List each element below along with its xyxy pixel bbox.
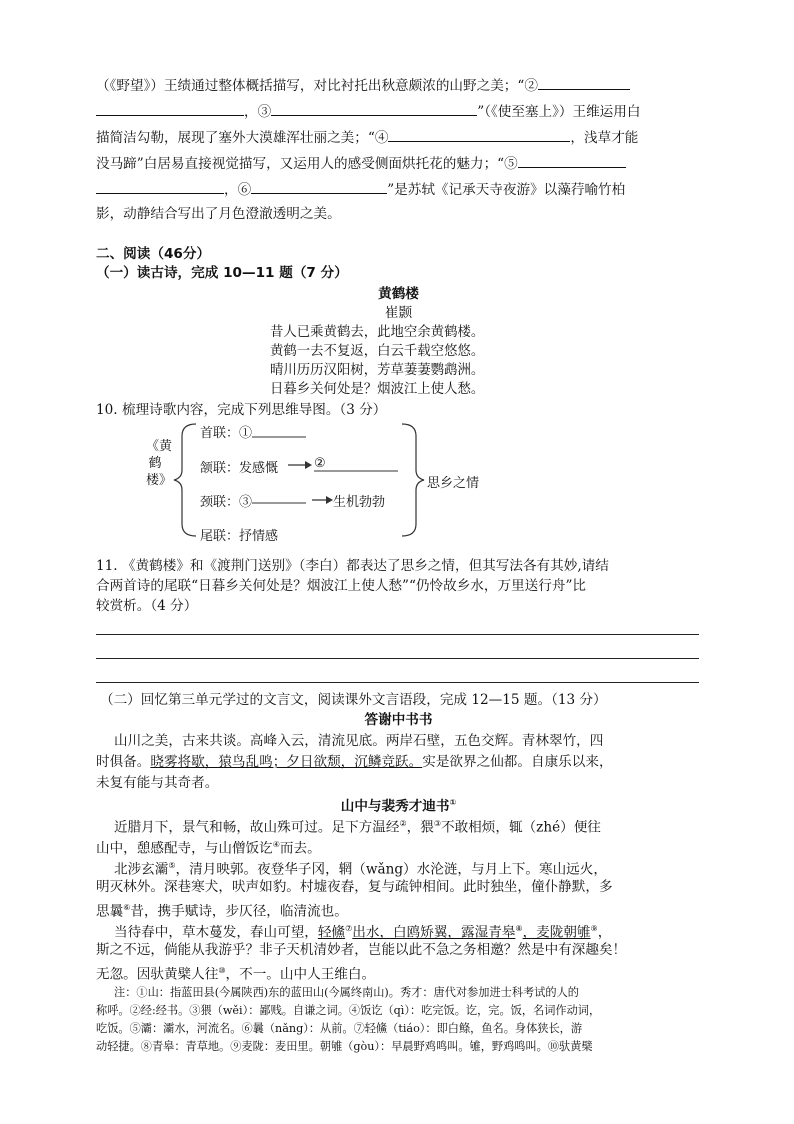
- text-span: 近腊月下，景气和畅，故山殊可过。足下方温经: [114, 819, 400, 836]
- footnote-mark: ⑥: [123, 903, 131, 912]
- text-span: 昔，携手赋诗，步仄径，临清流也。: [130, 903, 348, 920]
- footnote-mark: ⑧: [515, 924, 523, 933]
- answer-line[interactable]: [96, 682, 699, 683]
- poem-line: 日暮乡关何处是？烟波江上使人愁。: [270, 382, 485, 397]
- row-number: ①: [239, 426, 253, 441]
- note-line-4: 动轻捷。⑧青皋：青草地。⑨麦陇：麦田里。朝雊（gòu）：早晨野鸡鸣叫。雊，野鸡鸣叫。⑩驮黄檗: [96, 1040, 593, 1053]
- text2-p3-line-2: 斯之不远，倘能从我游乎？非子天机清妙者，岂能以此不急之务相邀？然是中有深趣矣！: [96, 942, 627, 958]
- text-span: ，不一。山中人王维白。: [225, 966, 376, 983]
- text-span: 山中，憩感配寺，与山僧饭讫: [96, 840, 273, 857]
- text1-line-3: 未复有能与其奇者。: [96, 775, 219, 791]
- text-span: 而去。: [279, 840, 321, 857]
- footnote-mark: ④: [272, 840, 280, 849]
- footnote-mark: ①: [449, 798, 457, 807]
- title-text: 山中与裴秀才迪书: [340, 798, 450, 815]
- row-label: 颔联：发感慨: [200, 461, 279, 476]
- blank-6[interactable]: [251, 178, 387, 194]
- mind-map-row-2: [200, 457, 278, 476]
- text-span: 时俱备。: [96, 754, 151, 770]
- fill-text: ，③: [244, 104, 272, 120]
- mind-map-row-2-num: ②: [314, 456, 326, 471]
- footnote-mark: ②: [399, 819, 407, 828]
- note-line-3: 吃饭。⑤灞：灞水，河流名。⑥曩（nǎng）：从前。⑦轻鯈（tiáo）：即白鲦，鱼名。身体狭长，游: [96, 1022, 583, 1035]
- answer-line[interactable]: [96, 658, 699, 659]
- poem-line: 黄鹤一去不复返，白云千载空悠悠。: [270, 344, 485, 359]
- text-span: 实是欲界之仙都。自康乐以来，: [422, 754, 613, 770]
- text1-line-2: [96, 752, 701, 772]
- text2-p1-line-1: [114, 814, 719, 838]
- blank-5b[interactable]: [96, 178, 224, 194]
- fill-text: 影，动静结合写出了月色澄澈透明之美。: [96, 206, 341, 222]
- poem-title: 黄鹤楼: [378, 286, 419, 302]
- blank-2b[interactable]: [96, 100, 244, 116]
- blank-4[interactable]: [388, 126, 570, 142]
- mind-map-row-1: [200, 422, 252, 441]
- fill-line-3: [96, 126, 701, 148]
- text2-p2-line-2: 明灭林外。深巷寒犬，吠声如豹。村墟夜舂，复与疏钟相间。此时独坐，僮仆静默，多: [96, 879, 613, 895]
- footnote-mark: ⑦: [345, 924, 353, 933]
- question-11-line-2: 合两首诗的尾联“日暮乡关何处是？烟波江上使人愁”“仍怜故乡水，万里送行舟”比: [96, 578, 586, 594]
- fill-line-1: [96, 74, 701, 96]
- text-span: 当待春中，草木蔓发，春山可望，: [114, 924, 318, 941]
- fill-text: ，浅草才能: [570, 130, 639, 146]
- text-span: 无忽。因驮黄檗人往: [96, 966, 219, 983]
- section-heading: 二、阅读（46分）: [96, 246, 211, 262]
- text1-title: 答谢中书书: [364, 712, 433, 728]
- mind-map-row-4: 尾联：抒情感: [200, 529, 279, 544]
- poem-line: 晴川历历汉阳树，芳草萋萋鹦鹉洲。: [270, 363, 485, 378]
- footnote-mark: ⑩: [218, 966, 226, 975]
- note-line-2: 称呼。②经:经书。③猥（wěi）：鄙贱。自谦之词。④饭讫（qì）：吃完饭。讫，完。饭，名词作动词，: [96, 1004, 601, 1017]
- blank-3[interactable]: [271, 100, 477, 116]
- question-10: 10. 梳理诗歌内容，完成下列思维导图。（3 分）: [96, 402, 387, 418]
- text-span: 不敢相烦，辄（zhé）便往: [441, 819, 601, 836]
- fill-line-5: [96, 178, 701, 200]
- fill-text: 描简洁勾勒，展现了塞外大漠雄浑壮丽之美；“④: [96, 130, 389, 146]
- question-11-line-1: 11. 《黄鹤楼》和《渡荆门送别》（李白）都表达了思乡之情，但其写法各有其妙,请结: [96, 558, 609, 574]
- underlined-span: 出水，白鸥矫翼，露湿青皋: [352, 924, 516, 941]
- text-span: ，猥: [406, 819, 434, 836]
- row-number: ③: [239, 495, 253, 510]
- text-span: 北涉玄灞: [114, 861, 169, 878]
- blank-2[interactable]: [538, 74, 630, 90]
- footnote-mark: ③: [433, 819, 441, 828]
- subsection-heading-1: （一）读古诗，完成 10—11 题（7 分）: [96, 265, 348, 281]
- underlined-span: ，麦陇朝雊: [522, 924, 591, 941]
- fill-text: （《野望》）王绩通过整体概括描写，对比衬托出秋意颇浓的山野之美；“②: [96, 78, 538, 94]
- mind-map-right: 思乡之情: [427, 476, 480, 491]
- text1-line-1: 山川之美，古来共谈。高峰入云，清流见底。两岸石壁，五色交辉。青林翠竹，四: [114, 733, 604, 749]
- fill-text: ”（《使至塞上》）王维运用白: [477, 104, 641, 120]
- text2-title: [96, 793, 701, 817]
- text2-p3-line-1: 当待春中，草木蔓发，春山可望，轻鯈⑦出水，白鸥矫翼，露湿青皋⑧，麦陇朝雊⑨，: [114, 924, 612, 941]
- poem-line: 昔人已乘黄鹤去，此地空余黄鹤楼。: [270, 325, 485, 340]
- row-label: 首联：: [200, 426, 240, 441]
- text2-p2-line-1: [114, 856, 719, 880]
- row-label: 颈联：: [200, 495, 240, 510]
- text2-p2-line-3: [96, 898, 701, 922]
- text-span: 思曩: [96, 903, 124, 920]
- answer-line[interactable]: [96, 634, 699, 635]
- fill-text: ”是苏轼《记承天寺夜游》以藻荇喻竹柏: [387, 182, 626, 198]
- mind-map-lines: [140, 420, 440, 540]
- note-line-1: 注：①山：指蓝田县(今属陕西)东的蓝田山(今属终南山)。秀才：唐代对参加进士科考试的人的: [114, 986, 579, 999]
- poem-author: 崔颢: [384, 305, 413, 321]
- footnote-mark: ⑤: [168, 861, 176, 870]
- subsection-heading-2: （二）回忆第三单元学过的文言文，阅读课外文言语段，完成 12—15 题。（13 分）: [100, 692, 607, 708]
- fill-line-2: [96, 100, 701, 122]
- fill-line-6: [96, 204, 701, 224]
- blank-5[interactable]: [518, 152, 626, 168]
- mind-map-root: 《黄鹤楼》: [146, 439, 173, 488]
- text2-p3-line-3: [96, 961, 701, 985]
- footnote-mark: ⑨: [590, 924, 598, 933]
- text2-p1-line-2: [96, 835, 701, 859]
- fill-text: 没马蹄”白居易直接视觉描写，又运用人的感受侧面烘托花的魅力；“⑤: [96, 156, 518, 172]
- text-span: ，清月映郭。夜登华子冈，辋（wǎng）水沦涟，与月上下。寒山远火，: [175, 861, 607, 878]
- underlined-span: 轻鯈: [317, 924, 346, 941]
- mind-map-row-3-after: 生机勃勃: [333, 495, 386, 510]
- underlined-sentence: 晓雾将歇，猿鸟乱鸣；夕日欲颓，沉鳞竞跃。: [150, 754, 423, 770]
- question-11-line-3: 较赏析。（4 分）: [96, 598, 198, 614]
- fill-line-4: [96, 152, 701, 174]
- mind-map-row-3: [200, 491, 252, 510]
- fill-text: ，⑥: [224, 182, 252, 198]
